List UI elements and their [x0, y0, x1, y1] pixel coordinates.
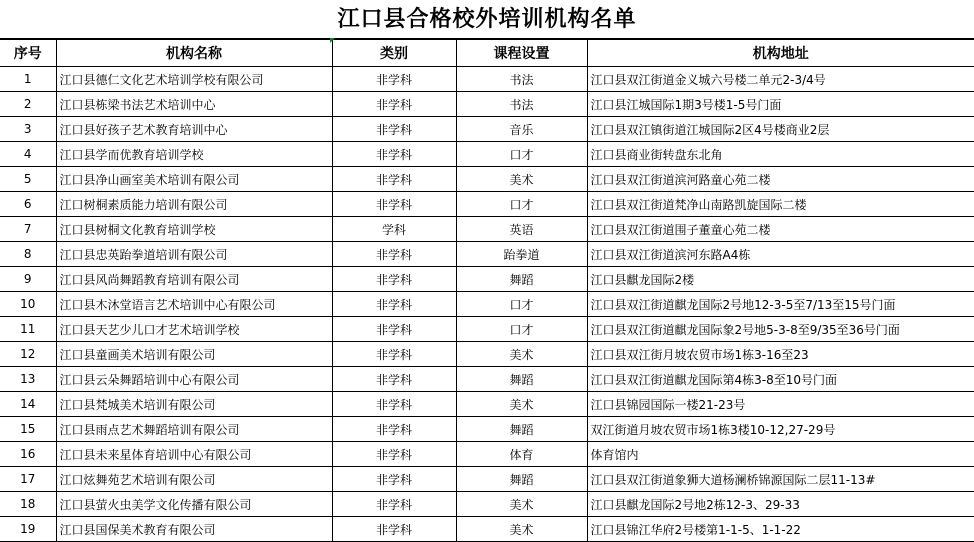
cell-course[interactable]: 口才	[456, 192, 587, 217]
cell-address[interactable]: 江口县双江街道麒龙国际2号地12-3-5至7/13至15号门面	[587, 292, 974, 317]
header-course[interactable]: 课程设置	[456, 40, 587, 67]
cell-serial[interactable]: 12	[0, 342, 56, 367]
cell-category[interactable]: 非学科	[332, 142, 456, 167]
cell-category[interactable]: 学科	[332, 217, 456, 242]
cell-serial[interactable]: 14	[0, 392, 56, 417]
cell-address[interactable]: 江口县双江街道滨河东路A4栋	[587, 242, 974, 267]
header-institution-name[interactable]: 机构名称	[56, 40, 332, 67]
cell-category[interactable]: 非学科	[332, 292, 456, 317]
cell-institution-name[interactable]: 江口县天艺少儿口才艺术培训学校	[56, 317, 332, 342]
cell-course[interactable]: 口才	[456, 142, 587, 167]
cell-address[interactable]: 江口县锦江华府2号楼第1-1-5、1-1-22	[587, 517, 974, 542]
cell-serial[interactable]: 7	[0, 217, 56, 242]
table-row	[0, 117, 974, 142]
cell-address[interactable]: 江口县双江街道金义城六号楼二单元2-3/4号	[587, 67, 974, 92]
cell-category[interactable]: 非学科	[332, 167, 456, 192]
cell-serial[interactable]: 4	[0, 142, 56, 167]
cell-category[interactable]: 非学科	[332, 267, 456, 292]
cell-serial[interactable]: 11	[0, 317, 56, 342]
cell-institution-name[interactable]: 江口县忠英跆拳道培训有限公司	[56, 242, 332, 267]
cell-serial[interactable]: 17	[0, 467, 56, 492]
cell-course[interactable]: 书法	[456, 92, 587, 117]
cell-address[interactable]: 江口县双江街道梵净山南路凯旋国际二楼	[587, 192, 974, 217]
table-row	[0, 67, 974, 92]
cell-category[interactable]: 非学科	[332, 367, 456, 392]
cell-course[interactable]: 美术	[456, 342, 587, 367]
cell-institution-name[interactable]: 江口县梵城美术培训有限公司	[56, 392, 332, 417]
cell-serial[interactable]: 9	[0, 267, 56, 292]
cell-course[interactable]: 口才	[456, 317, 587, 342]
header-row	[0, 40, 974, 67]
table-row	[0, 467, 974, 492]
cell-course[interactable]: 美术	[456, 167, 587, 192]
cell-address[interactable]: 江口县商业街转盘东北角	[587, 142, 974, 167]
cell-category[interactable]: 非学科	[332, 192, 456, 217]
cell-category[interactable]: 非学科	[332, 392, 456, 417]
header-category[interactable]: 类别	[332, 40, 456, 67]
cell-category[interactable]: 非学科	[332, 517, 456, 542]
cell-institution-name[interactable]: 江口县萤火虫美学文化传播有限公司	[56, 492, 332, 517]
cell-address[interactable]: 双江街道月坡农贸市场1栋3楼10-12,27-29号	[587, 417, 974, 442]
cell-category[interactable]: 非学科	[332, 342, 456, 367]
cell-category[interactable]: 非学科	[332, 492, 456, 517]
cell-institution-name[interactable]: 江口县未来星体育培训中心有限公司	[56, 442, 332, 467]
cell-course[interactable]: 书法	[456, 67, 587, 92]
sheet-title[interactable]: 江口县合格校外培训机构名单	[0, 0, 974, 39]
cell-institution-name[interactable]: 江口县学而优教育培训学校	[56, 142, 332, 167]
cell-address[interactable]: 江口县双江街道麒龙国际象2号地5-3-8至9/35至36号门面	[587, 317, 974, 342]
cell-serial[interactable]: 5	[0, 167, 56, 192]
cell-course[interactable]: 口才	[456, 292, 587, 317]
cell-address[interactable]: 江口县双江街月坡农贸市场1栋3-16至23	[587, 342, 974, 367]
table-row	[0, 367, 974, 392]
cell-address[interactable]: 江口县双江镇街道江城国际2区4号楼商业2层	[587, 117, 974, 142]
table-row	[0, 392, 974, 417]
table-row	[0, 92, 974, 117]
table-body	[0, 67, 974, 542]
cell-institution-name[interactable]: 江口炫舞苑艺术培训有限公司	[56, 467, 332, 492]
cell-address[interactable]: 江口县双江街道象狮大道杨澜桥锦源国际二层11-13#	[587, 467, 974, 492]
cell-serial[interactable]: 6	[0, 192, 56, 217]
cell-category[interactable]: 非学科	[332, 317, 456, 342]
cell-course[interactable]: 舞蹈	[456, 267, 587, 292]
cell-course[interactable]: 舞蹈	[456, 467, 587, 492]
cell-category[interactable]: 非学科	[332, 467, 456, 492]
cell-institution-name[interactable]: 江口县童画美术培训有限公司	[56, 342, 332, 367]
cell-serial[interactable]: 19	[0, 517, 56, 542]
cell-course[interactable]: 美术	[456, 517, 587, 542]
cell-course[interactable]: 音乐	[456, 117, 587, 142]
table-row	[0, 142, 974, 167]
cell-address[interactable]: 江口县双江街道麒龙国际第4栋3-8至10号门面	[587, 367, 974, 392]
cell-institution-name[interactable]: 江口县风尚舞蹈教育培训有限公司	[56, 267, 332, 292]
table-row	[0, 167, 974, 192]
header-serial[interactable]: 序号	[0, 40, 56, 67]
cell-institution-name[interactable]: 江口县国保美术教育有限公司	[56, 517, 332, 542]
cell-institution-name[interactable]: 江口县云朵舞蹈培训中心有限公司	[56, 367, 332, 392]
comment-indicator-icon	[330, 38, 335, 43]
cell-institution-name[interactable]: 江口县德仁文化艺术培训学校有限公司	[56, 67, 332, 92]
cell-category[interactable]: 非学科	[332, 92, 456, 117]
cell-address[interactable]: 江口县双江街道滨河路童心苑二楼	[587, 167, 974, 192]
cell-institution-name[interactable]: 江口县雨点艺术舞蹈培训有限公司	[56, 417, 332, 442]
institution-table	[0, 39, 974, 542]
cell-serial[interactable]: 2	[0, 92, 56, 117]
cell-category[interactable]: 非学科	[332, 417, 456, 442]
table-row	[0, 517, 974, 542]
cell-serial[interactable]: 13	[0, 367, 56, 392]
cell-institution-name[interactable]: 江口县栋梁书法艺术培训中心	[56, 92, 332, 117]
cell-serial[interactable]: 18	[0, 492, 56, 517]
table-row	[0, 292, 974, 317]
cell-course[interactable]: 舞蹈	[456, 367, 587, 392]
cell-address[interactable]: 江口县麒龙国际2楼	[587, 267, 974, 292]
cell-institution-name[interactable]: 江口县树桐文化教育培训学校	[56, 217, 332, 242]
cell-serial[interactable]: 3	[0, 117, 56, 142]
cell-institution-name[interactable]: 江口县好孩子艺术教育培训中心	[56, 117, 332, 142]
table-row	[0, 192, 974, 217]
table-row	[0, 317, 974, 342]
table-row	[0, 492, 974, 517]
table-row	[0, 342, 974, 367]
cell-serial[interactable]: 1	[0, 67, 56, 92]
cell-course[interactable]: 体育	[456, 442, 587, 467]
table-row	[0, 242, 974, 267]
cell-institution-name[interactable]: 江口树桐素质能力培训有限公司	[56, 192, 332, 217]
table-row	[0, 417, 974, 442]
cell-course[interactable]: 英语	[456, 217, 587, 242]
cell-serial[interactable]: 15	[0, 417, 56, 442]
table-row	[0, 267, 974, 292]
cell-institution-name[interactable]: 江口县净山画室美术培训有限公司	[56, 167, 332, 192]
cell-category[interactable]: 非学科	[332, 242, 456, 267]
cell-address[interactable]: 江口县锦园国际一楼21-23号	[587, 392, 974, 417]
cell-category[interactable]: 非学科	[332, 67, 456, 92]
cell-address[interactable]: 江口县双江街道围子董童心苑二楼	[587, 217, 974, 242]
cell-serial[interactable]: 16	[0, 442, 56, 467]
cell-course[interactable]: 美术	[456, 492, 587, 517]
cell-category[interactable]: 非学科	[332, 117, 456, 142]
cell-course[interactable]: 舞蹈	[456, 417, 587, 442]
cell-serial[interactable]: 8	[0, 242, 56, 267]
header-address[interactable]: 机构地址	[587, 40, 974, 67]
cell-course[interactable]: 美术	[456, 392, 587, 417]
cell-institution-name[interactable]: 江口县木沐堂语言艺术培训中心有限公司	[56, 292, 332, 317]
cell-address[interactable]: 江口县江城国际1期3号楼1-5号门面	[587, 92, 974, 117]
cell-address[interactable]: 体育馆内	[587, 442, 974, 467]
cell-address[interactable]: 江口县麒龙国际2号地2栋12-3、29-33	[587, 492, 974, 517]
table-row	[0, 217, 974, 242]
cell-serial[interactable]: 10	[0, 292, 56, 317]
table-row	[0, 442, 974, 467]
cell-category[interactable]: 非学科	[332, 442, 456, 467]
cell-course[interactable]: 跆拳道	[456, 242, 587, 267]
